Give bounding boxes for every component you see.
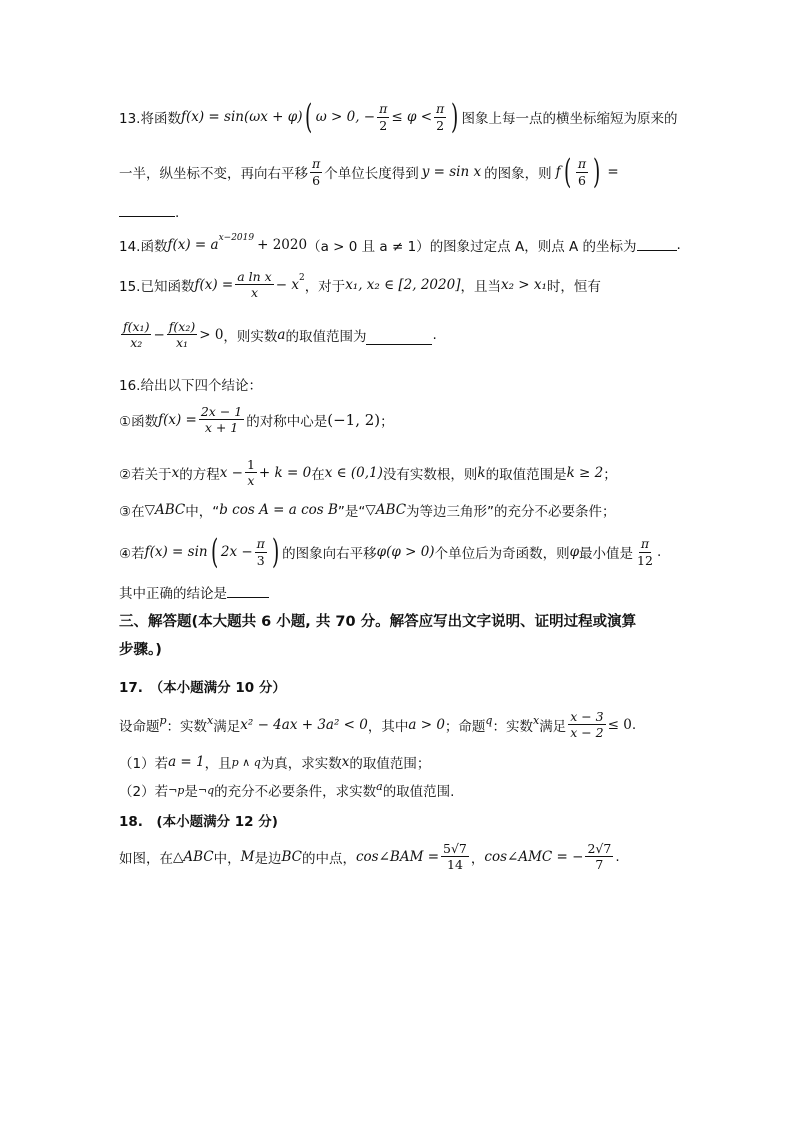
q13-period: . [175, 205, 180, 221]
q16-s4-three: 3 [256, 552, 265, 568]
q13-paren-l2: ( [563, 152, 571, 192]
q13-prefix: 13.将函数 [119, 111, 181, 127]
q16-s4-frac-12 [635, 537, 655, 566]
q13-right-paren: ) [451, 97, 459, 137]
q16-s4-f: f(x) = sin [144, 544, 208, 560]
q13-frac-pi-6 [310, 157, 322, 186]
q16-statement-3 [119, 500, 616, 520]
q16-s4-phi2: φ [569, 544, 580, 560]
q16-s3-tri2: ▽ABC [365, 502, 407, 518]
q13-line-3 [119, 205, 179, 221]
q17-p1-d: 的取值范围； [349, 756, 431, 772]
q17-p: p [159, 714, 167, 728]
q15-minus2: − [153, 326, 165, 343]
q13-line2-a: 一半，纵坐标不变，再向右平移 [119, 166, 308, 182]
q18-line-1 [119, 842, 620, 871]
q17-p2-d: 的取值范围. [382, 784, 455, 800]
q16-s4-a: ④若 [119, 546, 145, 562]
q13-y-sin: y = sin x [421, 164, 482, 180]
q16-s3-b: 中，“ [185, 504, 220, 520]
section3-line1: 三、解答题(本大题共 6 小题, 共 70 分。解答应写出文字说明、证明过程或演算 [119, 614, 637, 630]
q16-s4-d: 最小值是 [579, 546, 634, 562]
q18-l1-b: 中， [213, 850, 241, 867]
q16-s4-b: 的图象向右平移 [282, 546, 377, 562]
q17-p2-a-var: a [376, 779, 383, 793]
q16-statement-2 [119, 458, 617, 487]
q18-l1-d: 的中点， [301, 850, 356, 867]
q15-sq: 2 [298, 272, 305, 283]
q16-s2-frac [245, 458, 257, 487]
q18-dot: . [615, 848, 620, 865]
q16-s1-b: 的对称中心是 [246, 413, 328, 430]
q18-tri: △ABC [173, 848, 214, 865]
q15-frac2 [167, 320, 197, 349]
q17-p1-a: （1）若 [119, 756, 169, 772]
q17-l1-c: 满足 [213, 718, 241, 735]
section3-heading-line1 [119, 610, 636, 631]
q13-cond-a: ω > 0, − [315, 109, 376, 125]
q14-func-a: f(x) = a [167, 237, 219, 253]
q16-s4-inner: 2x − [220, 544, 253, 560]
q13-frac-pi-2-a [377, 102, 389, 131]
q15-frac-alnx [235, 270, 274, 299]
q17-l1-f: ：实数 [492, 718, 533, 735]
q18-comma: ， [470, 850, 485, 867]
q17-l1-g: 满足 [539, 718, 567, 735]
q17-p1-pq: p ∧ q [231, 755, 261, 769]
q18-den2: 7 [595, 857, 604, 873]
q18-title-text: 18. (本小题满分 12 分) [119, 814, 278, 830]
q16-s3-d: 为等边三角形”的充分不必要条件； [406, 504, 616, 520]
q16-s2-a: ②若关于 [119, 466, 172, 483]
q18-frac1 [441, 842, 469, 871]
q16-s4-e: . [656, 544, 662, 560]
q16-statement-4 [119, 532, 662, 572]
q16-s2-num: 1 [246, 457, 255, 472]
q18-BC: BC [281, 848, 302, 865]
q17-title-text: 17. （本小题满分 10 分） [119, 680, 286, 696]
q16-s3-a: ③在 [119, 504, 145, 520]
q16-s2-eq2: + k = 0 [258, 464, 312, 481]
q13-line-2 [119, 152, 619, 192]
q16-s3-c: ”是“ [337, 504, 366, 520]
q18-den1: 14 [447, 857, 463, 873]
q13-frac-pi-2-b [434, 102, 446, 131]
q13-paren-r2: ) [593, 152, 601, 192]
q15-tail: ，则实数 [223, 328, 278, 345]
q18-l1-c: 是边 [254, 850, 282, 867]
q15-gt: > 0 [199, 326, 224, 343]
q13-line2-c: 的图象，则 [484, 166, 552, 182]
q16-conclusion [119, 582, 269, 602]
q17-num: x − 3 [570, 709, 604, 724]
q16-intro [119, 374, 262, 394]
q18-cos2: cos∠AMC = − [484, 848, 584, 865]
q13-pi-a: π [379, 101, 388, 117]
q16-s2-b: 的方程 [179, 466, 220, 483]
q15-period: . [432, 326, 437, 343]
q15-prefix: 15.已知函数 [119, 278, 195, 295]
q16-s1-a: ①函数 [119, 413, 159, 430]
q15-tail2: 的取值范围为 [285, 328, 367, 345]
q15-den: x [250, 285, 259, 301]
q15-a: a [277, 326, 286, 343]
q14-answer-blank [637, 249, 677, 251]
q17-line-1 [119, 710, 636, 739]
q16-s4-lparen: ( [210, 532, 218, 572]
q15-suffix: 时，恒有 [546, 278, 601, 295]
q16-s3-tri: ▽ABC [144, 502, 186, 518]
q13-pi-c: π [312, 156, 321, 172]
q15-frac1 [121, 320, 151, 349]
q16-s4-pi: π [256, 536, 265, 552]
q17-title [119, 676, 286, 696]
q17-p2-c: 的充分不必要条件，求实数 [214, 784, 377, 800]
q14-suffix: 的图象过定点 A，则点 A 的坐标为 [429, 239, 637, 255]
q17-p2-b: 是 [184, 784, 198, 800]
q18-title [119, 810, 278, 830]
q16-s2-f: ； [603, 466, 617, 483]
q17-l1-a: 设命题 [119, 718, 160, 735]
q17-l1-b: ：实数 [166, 718, 208, 735]
q16-s2-c: 在 [311, 466, 325, 483]
q16-s1-d: ； [380, 413, 394, 430]
q17-p1-x: x [341, 754, 350, 770]
q13-two-b: 2 [436, 117, 445, 133]
q15-mid2: ，且当 [460, 278, 501, 295]
q13-f: f [555, 164, 561, 180]
q15-ineq: x₂ > x₁ [500, 276, 547, 293]
q17-part-1 [119, 752, 430, 772]
q15-answer-blank [366, 343, 432, 345]
q15-vars: x₁, x₂ ∈ [2, 2020] [345, 276, 461, 293]
q16-s4-twelve: 12 [637, 552, 653, 568]
q17-a-pos: a > 0 [408, 716, 445, 733]
q18-M: M [240, 848, 255, 865]
q17-x-a: x [207, 714, 214, 728]
q14-prefix: 14.函数 [119, 239, 168, 255]
q17-ineq1: x² − 4ax + 3a² < 0 [240, 716, 368, 733]
q15-f-eq: f(x) = [194, 276, 234, 293]
q16-s2-eq1: x − [219, 464, 243, 481]
section3-heading-line2 [119, 638, 162, 659]
q16-s3-cond: b cos A = a cos B [219, 502, 338, 518]
q13-suffix: 图象上每一点的横坐标缩短为原来的 [461, 111, 678, 127]
q14-cond: （a > 0 且 a ≠ 1） [307, 239, 430, 255]
q18-l1-a: 如图，在 [119, 850, 173, 867]
q16-s4-phi: φ(φ > 0) [376, 544, 435, 560]
q17-p1-c: 为真，求实数 [260, 756, 342, 772]
q13-left-paren: ( [305, 97, 313, 137]
q13-frac-pi-6-b [576, 157, 588, 186]
q17-p1-a1: a = 1 [168, 754, 205, 770]
q13-pi-b: π [436, 101, 445, 117]
q16-conclusion-text: 其中正确的结论是 [119, 586, 227, 602]
q17-part-2 [119, 780, 454, 800]
q15-frac2-num: f(x₂) [168, 319, 196, 334]
q13-two-a: 2 [379, 117, 388, 133]
q16-s2-e: 的取值范围是 [485, 466, 567, 483]
q15-line-1 [119, 270, 601, 299]
q17-x-b: x [532, 714, 540, 728]
q15-line-2 [119, 320, 437, 349]
q17-den: x − 2 [570, 725, 604, 741]
q16-s2-k: k [477, 464, 486, 481]
q18-num1: 5√7 [443, 841, 467, 856]
q17-leq0: ≤ 0 [607, 716, 632, 733]
q17-l1-e: ；命题 [444, 718, 486, 735]
q16-s4-frac [255, 537, 267, 566]
q18-num2: 2√7 [587, 841, 612, 856]
q17-p1-b: ，且 [204, 756, 232, 772]
q18-frac2 [585, 842, 613, 871]
q16-s4-pi-b: π [640, 536, 650, 552]
q17-l1-d: ，其中 [367, 718, 409, 735]
q15-frac1-num: f(x₁) [123, 319, 150, 334]
q16-s2-d: 没有实数根，则 [382, 466, 478, 483]
q17-p2-a: （2）若 [119, 784, 169, 800]
q16-s1-center: (−1, 2) [327, 410, 381, 429]
q14-period: . [676, 237, 681, 253]
q16-s2-x: x [171, 464, 180, 481]
q13-six-b: 6 [577, 172, 586, 188]
q13-answer-blank [119, 215, 175, 217]
q13-line-1 [119, 97, 678, 137]
q13-line2-b: 个单位长度得到 [324, 166, 419, 182]
q14-func-b: + 2020 [257, 237, 308, 253]
q16-s4-rparen: ) [271, 532, 280, 572]
q14-exponent: x−2019 [218, 233, 255, 243]
section3-line2: 步骤。) [119, 642, 162, 658]
q16-s1-num: 2x − 1 [200, 404, 243, 419]
q17-p2-np: ¬p [168, 783, 185, 797]
q17-frac [568, 710, 605, 739]
q16-s1-den: x + 1 [204, 420, 239, 436]
q15-minus-x: − x [275, 276, 299, 293]
q16-s2-dom: x ∈ (0,1) [324, 464, 383, 481]
q16-s1-frac [199, 405, 244, 434]
q16-s4-c: 个单位后为奇函数，则 [434, 546, 570, 562]
q17-q: q [485, 714, 493, 728]
q15-mid: ，对于 [304, 278, 346, 295]
q16-s2-den: x [247, 473, 255, 489]
q16-s2-range: k ≥ 2 [566, 464, 604, 481]
q17-p2-nq: ¬q [197, 783, 215, 797]
q16-intro-text: 16.给出以下四个结论： [119, 378, 262, 394]
q15-num: a ln x [237, 269, 272, 284]
q15-frac2-den: x₁ [175, 335, 189, 351]
q13-six-a: 6 [312, 172, 321, 188]
q16-answer-blank [227, 596, 269, 598]
q18-cos1: cos∠BAM = [355, 848, 440, 865]
q16-s1-f: f(x) = [158, 411, 197, 428]
q13-pi-d: π [577, 156, 587, 172]
q14-line [119, 235, 681, 255]
q13-leq: ≤ φ < [391, 109, 433, 125]
q13-eq: = [607, 164, 619, 180]
q13-func: f(x) = sin(ωx + φ) [180, 109, 303, 125]
q16-statement-1 [119, 405, 394, 434]
q17-dot: . [631, 716, 637, 733]
q15-frac1-den: x₂ [130, 335, 143, 351]
